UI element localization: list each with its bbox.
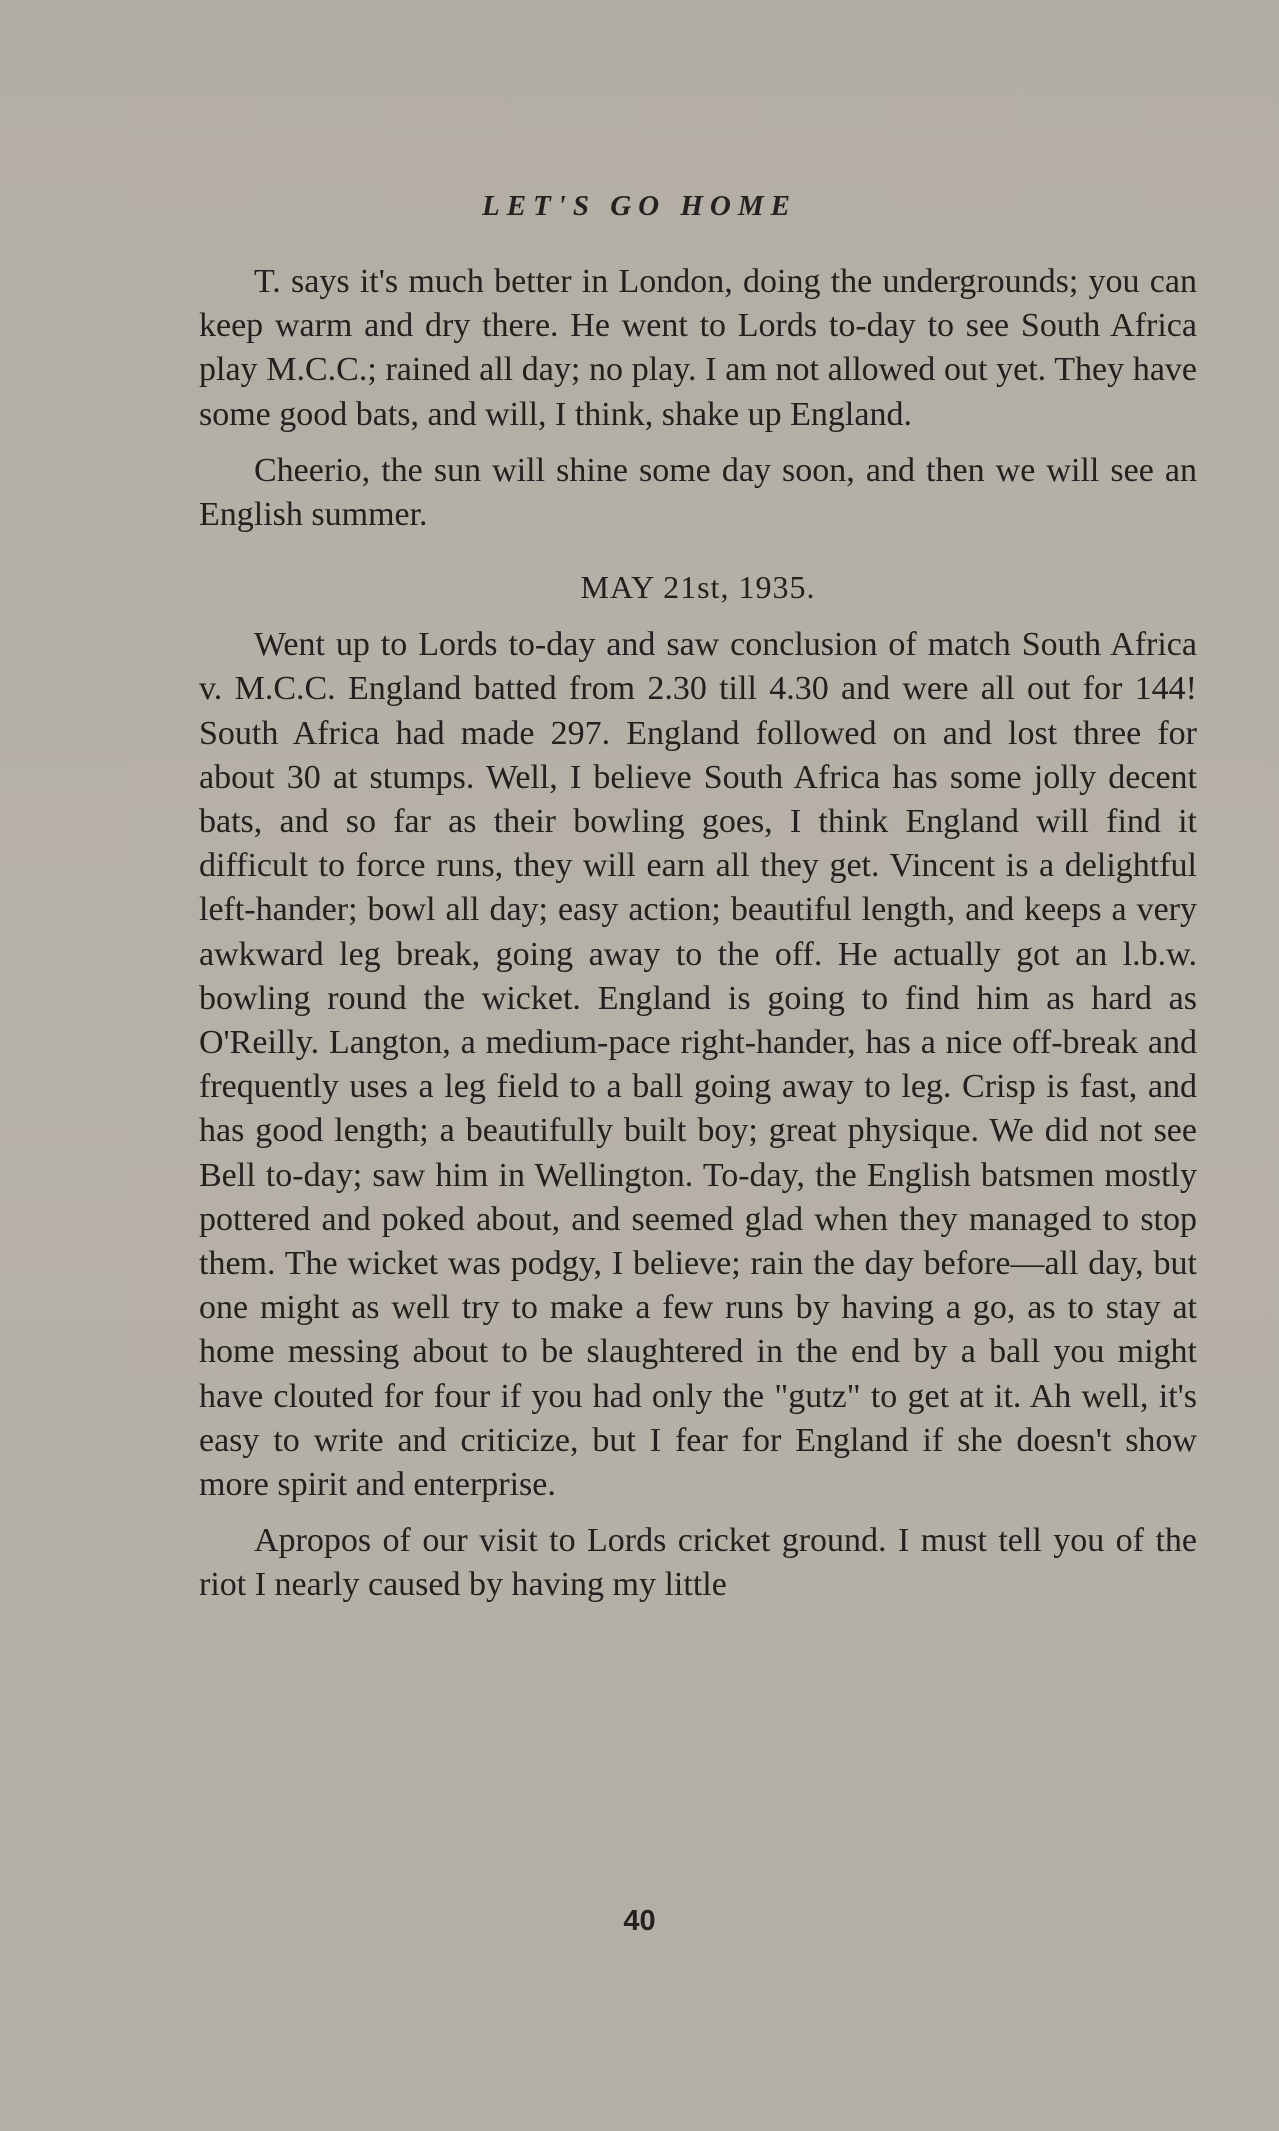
paragraph-apropos: Apropos of our visit to Lords cricket ground. I must tell you of the riot I nearly caused by having my little [199,1522,1197,1604]
body-text [199,260,1197,1608]
paragraph-cheerio: Cheerio, the sun will shine some day soon, and then we will see an English summer. [199,451,1197,534]
paragraph-undergrounds: T. says it's much better in London, doing the undergrounds; you can keep warm and dry there. He went to Lords to-day to see South Africa play M.C.C.; rained all day; no play. I am not allowed out yet. They have some good bats, and will, I think, shake up England. [199,263,1197,433]
date-heading: MAY 21st, 1935. [580,569,816,606]
running-head: LET'S GO HOME [482,190,797,222]
page-number: 40 [623,1905,656,1937]
paragraph-lords-match: Went up to Lords to-day and saw conclusion of match South Africa v. M.C.C. England batted from 2.30 till 4.30 and were all out for 144! South Africa had made 297. England followed on and lost three for about 30 at stumps. Well, I believe South Africa has some jolly decent bats, and so far as their bowling goes, I think England will find it difficult to force runs, they will earn all they get. Vincent is a delightful left-hander; bowl all day; easy action; beautiful length, and keeps a very awkward leg break, going away to the off. He actually got an l.b.w. bowling round the wicket. England is going to find him as hard as O'Reilly. Langton, a medium-pace right-hander, has a nice off-break and frequently uses a leg field to a ball going away to leg. Crisp is fast, and has good length; a beautifully built boy; great physique. We did not see Bell to-day; saw him in Wellington. To-day, the English batsmen mostly pottered and poked about, and seemed glad when they managed to stop them. The wicket was podgy, I believe; rain the day before—all day, but one might as well try to make a few runs by having a go, as to stay at home messing about to be slaughtered in the end by a ball you might have clouted for four if you had only the "gutz" to get at it. Ah well, it's easy to write and criticize, but I fear for England if she doesn't show more spirit and enterprise. [199,626,1197,1504]
